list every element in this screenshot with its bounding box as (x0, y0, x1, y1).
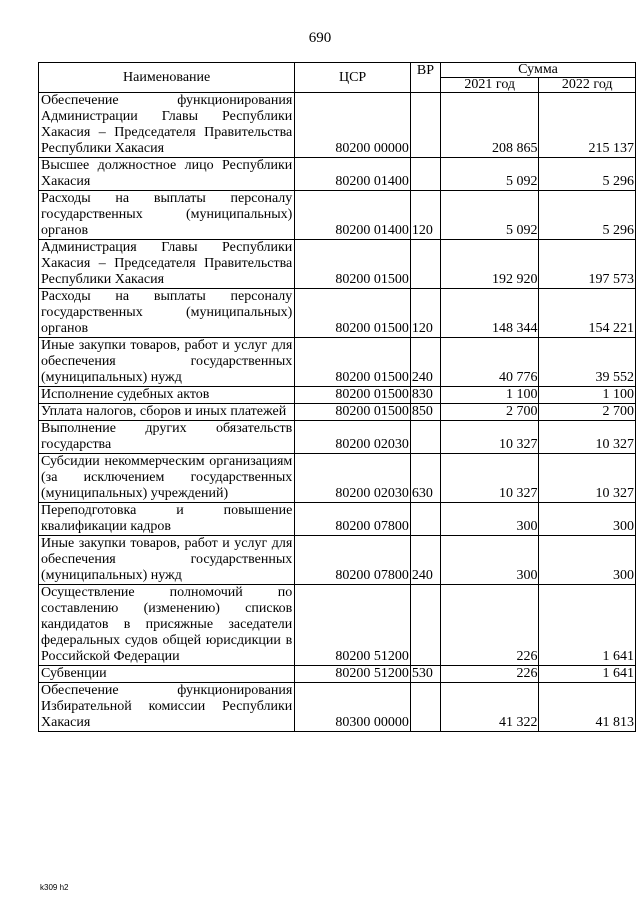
row-vr: 630 (410, 454, 440, 503)
row-sum-2022: 300 (539, 536, 636, 585)
header-year-2022: 2022 год (539, 78, 636, 93)
table-row (39, 404, 636, 421)
row-csr: 80200 07800 (295, 503, 411, 536)
page-number: 690 (308, 30, 332, 46)
row-sum-2022: 1 641 (539, 666, 636, 683)
row-sum-2022: 41 813 (539, 683, 636, 732)
row-csr: 80200 01400 (295, 191, 411, 240)
row-sum-2021: 41 322 (441, 683, 539, 732)
table-row (39, 454, 636, 503)
table-body (39, 93, 636, 732)
row-vr: 830 (410, 387, 440, 404)
row-sum-2021: 192 920 (441, 240, 539, 289)
row-vr (410, 93, 440, 158)
table-row (39, 158, 636, 191)
row-sum-2022: 1 100 (539, 387, 636, 404)
table-row (39, 338, 636, 387)
footer-code: k309 h2 (40, 883, 69, 892)
row-name: Иные закупки товаров, работ и услуг для обеспечения государственных (муниципальных) нужд (39, 338, 295, 387)
row-csr: 80200 01400 (295, 158, 411, 191)
row-name: Субвенции (39, 666, 295, 683)
row-vr: 120 (410, 289, 440, 338)
row-vr (410, 585, 440, 666)
row-sum-2022: 300 (539, 503, 636, 536)
row-sum-2022: 154 221 (539, 289, 636, 338)
table-row (39, 503, 636, 536)
row-sum-2022: 1 641 (539, 585, 636, 666)
row-vr: 530 (410, 666, 440, 683)
table-row (39, 387, 636, 404)
row-sum-2021: 300 (441, 503, 539, 536)
header-sum: Сумма (441, 63, 636, 78)
row-vr: 850 (410, 404, 440, 421)
row-csr: 80200 02030 (295, 454, 411, 503)
row-sum-2021: 2 700 (441, 404, 539, 421)
row-sum-2021: 5 092 (441, 158, 539, 191)
row-csr: 80200 01500 (295, 289, 411, 338)
row-sum-2022: 2 700 (539, 404, 636, 421)
row-name: Уплата налогов, сборов и иных платежей (39, 404, 295, 421)
header-name: Наименование (39, 63, 295, 93)
table-row (39, 536, 636, 585)
row-sum-2022: 5 296 (539, 191, 636, 240)
row-sum-2022: 10 327 (539, 421, 636, 454)
row-csr: 80200 02030 (295, 421, 411, 454)
row-vr: 120 (410, 191, 440, 240)
row-vr (410, 503, 440, 536)
row-name: Выполнение других обязательств государства (39, 421, 295, 454)
row-sum-2021: 10 327 (441, 421, 539, 454)
row-sum-2022: 10 327 (539, 454, 636, 503)
table-row (39, 666, 636, 683)
row-csr: 80300 00000 (295, 683, 411, 732)
row-vr: 240 (410, 338, 440, 387)
row-vr (410, 421, 440, 454)
row-sum-2021: 40 776 (441, 338, 539, 387)
row-csr: 80200 07800 (295, 536, 411, 585)
row-name: Высшее должностное лицо Республики Хакасия (39, 158, 295, 191)
row-sum-2022: 197 573 (539, 240, 636, 289)
row-csr: 80200 51200 (295, 666, 411, 683)
row-sum-2021: 148 344 (441, 289, 539, 338)
table-row (39, 421, 636, 454)
row-sum-2022: 39 552 (539, 338, 636, 387)
budget-table (38, 62, 636, 732)
row-sum-2022: 215 137 (539, 93, 636, 158)
table-row (39, 289, 636, 338)
row-csr: 80200 01500 (295, 404, 411, 421)
row-name: Осуществление полномочий по составлению (изменению) списков кандидатов в присяжные заседатели федеральных судов общей юрисдикции в Российской Федерации (39, 585, 295, 666)
row-name: Расходы на выплаты персоналу государственных (муниципальных) органов (39, 289, 295, 338)
table-header (39, 63, 636, 93)
header-csr: ЦСР (295, 63, 411, 93)
table-row (39, 585, 636, 666)
row-name: Расходы на выплаты персоналу государственных (муниципальных) органов (39, 191, 295, 240)
header-year-2021: 2021 год (441, 78, 539, 93)
row-vr (410, 240, 440, 289)
row-name: Переподготовка и повышение квалификации кадров (39, 503, 295, 536)
row-name: Обеспечение функционирования Избирательной комиссии Республики Хакасия (39, 683, 295, 732)
row-sum-2021: 5 092 (441, 191, 539, 240)
table-row (39, 191, 636, 240)
row-name: Администрация Главы Республики Хакасия – Председателя Правительства Республики Хакасия (39, 240, 295, 289)
row-sum-2021: 226 (441, 666, 539, 683)
row-name: Иные закупки товаров, работ и услуг для обеспечения государственных (муниципальных) нужд (39, 536, 295, 585)
row-name: Субсидии некоммерческим организациям (за исключением государственных (муниципальных) учреждений) (39, 454, 295, 503)
row-vr (410, 683, 440, 732)
row-csr: 80200 51200 (295, 585, 411, 666)
header-vr: ВР (410, 63, 440, 93)
row-csr: 80200 00000 (295, 93, 411, 158)
row-sum-2021: 226 (441, 585, 539, 666)
row-csr: 80200 01500 (295, 387, 411, 404)
table-row (39, 240, 636, 289)
row-sum-2021: 300 (441, 536, 539, 585)
row-name: Исполнение судебных актов (39, 387, 295, 404)
row-sum-2021: 10 327 (441, 454, 539, 503)
row-sum-2022: 5 296 (539, 158, 636, 191)
row-name: Обеспечение функционирования Администрации Главы Республики Хакасия – Председателя Правительства Республики Хакасия (39, 93, 295, 158)
table-row (39, 683, 636, 732)
table-row (39, 93, 636, 158)
row-vr (410, 158, 440, 191)
row-csr: 80200 01500 (295, 240, 411, 289)
row-sum-2021: 208 865 (441, 93, 539, 158)
row-vr: 240 (410, 536, 440, 585)
row-csr: 80200 01500 (295, 338, 411, 387)
row-sum-2021: 1 100 (441, 387, 539, 404)
